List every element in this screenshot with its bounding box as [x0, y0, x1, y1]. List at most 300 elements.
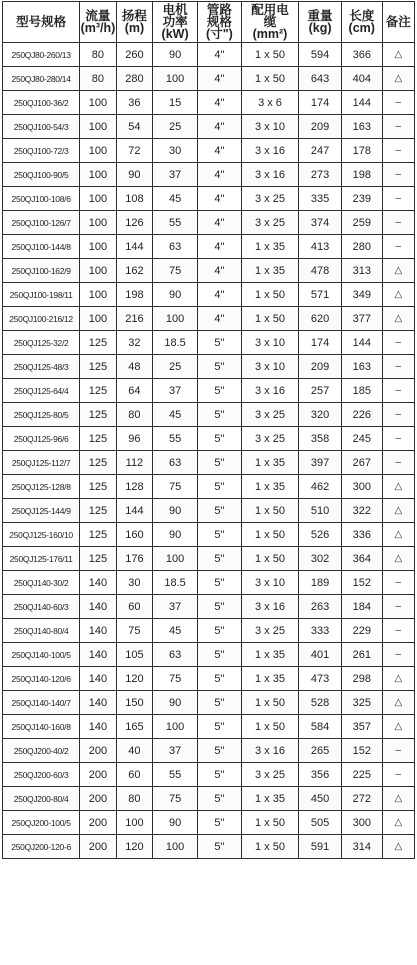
- cell-length: 184: [341, 595, 382, 619]
- cell-length: 259: [341, 211, 382, 235]
- cell-length: 349: [341, 283, 382, 307]
- cell-head: 120: [116, 667, 153, 691]
- cell-head: 90: [116, 163, 153, 187]
- cell-pipe: 5": [198, 643, 242, 667]
- cell-note: –: [382, 451, 414, 475]
- table-row: [3, 619, 415, 643]
- table-row: [3, 523, 415, 547]
- cell-power: 25: [153, 355, 198, 379]
- table-row: [3, 355, 415, 379]
- cell-length: 245: [341, 427, 382, 451]
- cell-head: 108: [116, 187, 153, 211]
- cell-head: 64: [116, 379, 153, 403]
- cell-note: △: [382, 691, 414, 715]
- cell-head: 128: [116, 475, 153, 499]
- cell-cable: 3 x 10: [241, 571, 298, 595]
- cell-head: 40: [116, 739, 153, 763]
- cell-weight: 209: [299, 115, 342, 139]
- table-row: [3, 187, 415, 211]
- cell-length: 298: [341, 667, 382, 691]
- table-row: [3, 835, 415, 859]
- cell-cable: 3 x 16: [241, 139, 298, 163]
- cell-cable: 1 x 50: [241, 43, 298, 67]
- cell-pipe: 5": [198, 835, 242, 859]
- cell-cable: 1 x 35: [241, 787, 298, 811]
- column-header-line: 功率: [162, 15, 188, 29]
- cell-cable: 1 x 35: [241, 451, 298, 475]
- cell-model: 250QJ100-216/12: [3, 307, 80, 331]
- cell-weight: 263: [299, 595, 342, 619]
- cell-weight: 356: [299, 763, 342, 787]
- table-row: [3, 595, 415, 619]
- table-row: [3, 811, 415, 835]
- cell-power: 90: [153, 499, 198, 523]
- cell-weight: 594: [299, 43, 342, 67]
- cell-head: 280: [116, 67, 153, 91]
- cell-flow: 140: [80, 643, 117, 667]
- cell-power: 37: [153, 595, 198, 619]
- cell-pipe: 5": [198, 451, 242, 475]
- cell-power: 55: [153, 427, 198, 451]
- cell-pipe: 4": [198, 187, 242, 211]
- cell-weight: 374: [299, 211, 342, 235]
- cell-note: –: [382, 427, 414, 451]
- cell-length: 229: [341, 619, 382, 643]
- cell-note: △: [382, 67, 414, 91]
- cell-model: 250QJ125-64/4: [3, 379, 80, 403]
- cell-weight: 528: [299, 691, 342, 715]
- column-header-line: 重量: [307, 9, 333, 23]
- pump-spec-table: [2, 1, 415, 859]
- cell-length: 144: [341, 331, 382, 355]
- table-row: [3, 427, 415, 451]
- cell-weight: 505: [299, 811, 342, 835]
- cell-model: 250QJ100-36/2: [3, 91, 80, 115]
- cell-note: △: [382, 811, 414, 835]
- cell-length: 364: [341, 547, 382, 571]
- cell-pipe: 5": [198, 355, 242, 379]
- cell-head: 32: [116, 331, 153, 355]
- cell-pipe: 4": [198, 91, 242, 115]
- cell-weight: 302: [299, 547, 342, 571]
- cell-flow: 140: [80, 619, 117, 643]
- table-row: [3, 547, 415, 571]
- cell-model: 250QJ125-96/6: [3, 427, 80, 451]
- cell-cable: 3 x 25: [241, 211, 298, 235]
- cell-weight: 333: [299, 619, 342, 643]
- cell-model: 250QJ140-80/4: [3, 619, 80, 643]
- column-header-head: [116, 2, 153, 43]
- cell-model: 250QJ140-120/6: [3, 667, 80, 691]
- cell-flow: 200: [80, 835, 117, 859]
- cell-head: 100: [116, 811, 153, 835]
- cell-note: –: [382, 739, 414, 763]
- cell-cable: 3 x 25: [241, 403, 298, 427]
- cell-weight: 478: [299, 259, 342, 283]
- cell-cable: 3 x 25: [241, 427, 298, 451]
- cell-weight: 462: [299, 475, 342, 499]
- table-row: [3, 259, 415, 283]
- cell-flow: 125: [80, 331, 117, 355]
- cell-cable: 1 x 50: [241, 499, 298, 523]
- cell-note: –: [382, 595, 414, 619]
- cell-model: 250QJ100-54/3: [3, 115, 80, 139]
- cell-model: 250QJ100-108/6: [3, 187, 80, 211]
- cell-length: 336: [341, 523, 382, 547]
- column-header-line: 长度: [349, 9, 375, 23]
- cell-length: 325: [341, 691, 382, 715]
- cell-pipe: 5": [198, 619, 242, 643]
- column-header-pipe: [198, 2, 242, 43]
- cell-cable: 1 x 50: [241, 67, 298, 91]
- table-row: [3, 739, 415, 763]
- cell-cable: 3 x 10: [241, 115, 298, 139]
- cell-model: 250QJ100-72/3: [3, 139, 80, 163]
- cell-length: 272: [341, 787, 382, 811]
- column-header-line: (m): [124, 21, 145, 35]
- cell-pipe: 5": [198, 403, 242, 427]
- cell-head: 120: [116, 835, 153, 859]
- cell-note: △: [382, 307, 414, 331]
- cell-model: 250QJ125-48/3: [3, 355, 80, 379]
- cell-power: 100: [153, 835, 198, 859]
- cell-power: 100: [153, 67, 198, 91]
- cell-head: 48: [116, 355, 153, 379]
- cell-note: –: [382, 139, 414, 163]
- cell-flow: 125: [80, 355, 117, 379]
- cell-flow: 100: [80, 91, 117, 115]
- cell-weight: 335: [299, 187, 342, 211]
- cell-note: △: [382, 787, 414, 811]
- cell-head: 36: [116, 91, 153, 115]
- column-header-model: [3, 2, 80, 43]
- cell-weight: 174: [299, 91, 342, 115]
- table-row: [3, 67, 415, 91]
- column-header-line: 备注: [385, 15, 411, 29]
- cell-power: 90: [153, 523, 198, 547]
- cell-weight: 571: [299, 283, 342, 307]
- cell-length: 178: [341, 139, 382, 163]
- cell-flow: 200: [80, 811, 117, 835]
- cell-note: –: [382, 571, 414, 595]
- table-row: [3, 643, 415, 667]
- cell-weight: 591: [299, 835, 342, 859]
- cell-weight: 450: [299, 787, 342, 811]
- cell-weight: 189: [299, 571, 342, 595]
- cell-power: 90: [153, 691, 198, 715]
- cell-model: 250QJ140-140/7: [3, 691, 80, 715]
- cell-length: 267: [341, 451, 382, 475]
- cell-note: –: [382, 643, 414, 667]
- table-row: [3, 403, 415, 427]
- cell-cable: 1 x 35: [241, 667, 298, 691]
- cell-model: 250QJ200-60/3: [3, 763, 80, 787]
- cell-cable: 3 x 25: [241, 763, 298, 787]
- cell-note: –: [382, 619, 414, 643]
- cell-pipe: 5": [198, 787, 242, 811]
- cell-pipe: 5": [198, 475, 242, 499]
- cell-head: 144: [116, 235, 153, 259]
- cell-note: –: [382, 187, 414, 211]
- cell-head: 60: [116, 595, 153, 619]
- cell-power: 37: [153, 163, 198, 187]
- cell-pipe: 5": [198, 547, 242, 571]
- cell-model: 250QJ100-126/7: [3, 211, 80, 235]
- cell-pipe: 5": [198, 667, 242, 691]
- cell-note: –: [382, 211, 414, 235]
- cell-note: △: [382, 667, 414, 691]
- cell-cable: 1 x 50: [241, 547, 298, 571]
- cell-head: 112: [116, 451, 153, 475]
- cell-model: 250QJ140-30/2: [3, 571, 80, 595]
- column-header-line: 电机: [162, 3, 188, 17]
- column-header-line: (kg): [308, 21, 332, 35]
- cell-power: 100: [153, 307, 198, 331]
- cell-flow: 140: [80, 571, 117, 595]
- cell-length: 163: [341, 355, 382, 379]
- cell-note: –: [382, 91, 414, 115]
- cell-length: 404: [341, 67, 382, 91]
- cell-length: 366: [341, 43, 382, 67]
- cell-weight: 397: [299, 451, 342, 475]
- cell-note: –: [382, 163, 414, 187]
- cell-length: 185: [341, 379, 382, 403]
- cell-weight: 265: [299, 739, 342, 763]
- table-row: [3, 499, 415, 523]
- cell-note: △: [382, 523, 414, 547]
- table-header: [3, 2, 415, 43]
- cell-flow: 125: [80, 379, 117, 403]
- cell-model: 250QJ125-80/5: [3, 403, 80, 427]
- cell-flow: 100: [80, 283, 117, 307]
- cell-model: 250QJ140-100/5: [3, 643, 80, 667]
- cell-pipe: 5": [198, 739, 242, 763]
- cell-model: 250QJ125-32/2: [3, 331, 80, 355]
- cell-weight: 413: [299, 235, 342, 259]
- cell-note: △: [382, 43, 414, 67]
- cell-pipe: 4": [198, 259, 242, 283]
- header-row: [3, 2, 415, 43]
- cell-length: 377: [341, 307, 382, 331]
- cell-note: –: [382, 115, 414, 139]
- cell-pipe: 4": [198, 67, 242, 91]
- cell-flow: 200: [80, 763, 117, 787]
- cell-flow: 100: [80, 259, 117, 283]
- column-header-line: 管路: [206, 3, 232, 17]
- cell-length: 198: [341, 163, 382, 187]
- cell-head: 198: [116, 283, 153, 307]
- cell-flow: 140: [80, 715, 117, 739]
- cell-note: –: [382, 763, 414, 787]
- cell-note: △: [382, 547, 414, 571]
- cell-weight: 510: [299, 499, 342, 523]
- cell-length: 314: [341, 835, 382, 859]
- cell-pipe: 5": [198, 523, 242, 547]
- table-row: [3, 571, 415, 595]
- cell-length: 322: [341, 499, 382, 523]
- cell-head: 30: [116, 571, 153, 595]
- table-row: [3, 163, 415, 187]
- table-row: [3, 691, 415, 715]
- column-header-weight: [299, 2, 342, 43]
- cell-cable: 3 x 25: [241, 619, 298, 643]
- cell-power: 75: [153, 259, 198, 283]
- cell-model: 250QJ100-90/5: [3, 163, 80, 187]
- table-row: [3, 331, 415, 355]
- cell-model: 250QJ125-128/8: [3, 475, 80, 499]
- cell-weight: 643: [299, 67, 342, 91]
- cell-head: 176: [116, 547, 153, 571]
- column-header-length: [341, 2, 382, 43]
- cell-length: 144: [341, 91, 382, 115]
- cell-weight: 358: [299, 427, 342, 451]
- cell-model: 250QJ125-176/11: [3, 547, 80, 571]
- table-row: [3, 763, 415, 787]
- cell-cable: 1 x 50: [241, 691, 298, 715]
- cell-pipe: 5": [198, 331, 242, 355]
- cell-pipe: 5": [198, 379, 242, 403]
- cell-model: 250QJ140-160/8: [3, 715, 80, 739]
- cell-cable: 1 x 50: [241, 835, 298, 859]
- cell-weight: 247: [299, 139, 342, 163]
- cell-weight: 257: [299, 379, 342, 403]
- cell-power: 100: [153, 715, 198, 739]
- table-row: [3, 139, 415, 163]
- cell-length: 152: [341, 739, 382, 763]
- cell-weight: 174: [299, 331, 342, 355]
- cell-pipe: 4": [198, 307, 242, 331]
- cell-head: 60: [116, 763, 153, 787]
- cell-note: △: [382, 283, 414, 307]
- cell-flow: 200: [80, 787, 117, 811]
- cell-flow: 125: [80, 427, 117, 451]
- cell-weight: 473: [299, 667, 342, 691]
- cell-flow: 140: [80, 667, 117, 691]
- cell-pipe: 4": [198, 115, 242, 139]
- cell-model: 250QJ125-144/9: [3, 499, 80, 523]
- column-header-cable: [241, 2, 298, 43]
- cell-flow: 125: [80, 547, 117, 571]
- cell-flow: 200: [80, 739, 117, 763]
- cell-cable: 3 x 16: [241, 595, 298, 619]
- cell-note: –: [382, 355, 414, 379]
- cell-power: 55: [153, 763, 198, 787]
- cell-pipe: 4": [198, 235, 242, 259]
- column-header-line: 流量: [85, 9, 111, 23]
- cell-length: 313: [341, 259, 382, 283]
- cell-model: 250QJ200-100/5: [3, 811, 80, 835]
- cell-power: 37: [153, 379, 198, 403]
- cell-note: △: [382, 499, 414, 523]
- cell-pipe: 5": [198, 571, 242, 595]
- table-row: [3, 475, 415, 499]
- cell-flow: 100: [80, 115, 117, 139]
- cell-power: 75: [153, 787, 198, 811]
- cell-weight: 209: [299, 355, 342, 379]
- column-header-line: 缆: [263, 15, 277, 29]
- cell-head: 165: [116, 715, 153, 739]
- cell-length: 225: [341, 763, 382, 787]
- cell-power: 63: [153, 451, 198, 475]
- cell-flow: 80: [80, 43, 117, 67]
- cell-head: 260: [116, 43, 153, 67]
- cell-model: 250QJ200-40/2: [3, 739, 80, 763]
- cell-model: 250QJ100-198/11: [3, 283, 80, 307]
- cell-head: 80: [116, 787, 153, 811]
- cell-cable: 3 x 16: [241, 739, 298, 763]
- cell-power: 75: [153, 667, 198, 691]
- cell-flow: 100: [80, 187, 117, 211]
- cell-weight: 526: [299, 523, 342, 547]
- cell-head: 144: [116, 499, 153, 523]
- cell-pipe: 4": [198, 163, 242, 187]
- column-header-line: 规格: [206, 15, 232, 29]
- table-row: [3, 211, 415, 235]
- table-row: [3, 283, 415, 307]
- cell-weight: 320: [299, 403, 342, 427]
- cell-flow: 125: [80, 475, 117, 499]
- cell-note: –: [382, 331, 414, 355]
- cell-power: 18.5: [153, 331, 198, 355]
- column-header-line: (寸"): [206, 27, 233, 41]
- cell-head: 96: [116, 427, 153, 451]
- cell-model: 250QJ200-120-6: [3, 835, 80, 859]
- cell-length: 163: [341, 115, 382, 139]
- cell-flow: 125: [80, 403, 117, 427]
- cell-power: 100: [153, 547, 198, 571]
- cell-head: 75: [116, 619, 153, 643]
- cell-cable: 1 x 50: [241, 523, 298, 547]
- cell-flow: 100: [80, 163, 117, 187]
- cell-note: –: [382, 379, 414, 403]
- cell-length: 261: [341, 643, 382, 667]
- cell-note: –: [382, 403, 414, 427]
- table-row: [3, 115, 415, 139]
- cell-model: 250QJ125-160/10: [3, 523, 80, 547]
- cell-cable: 1 x 35: [241, 475, 298, 499]
- cell-power: 90: [153, 283, 198, 307]
- table-row: [3, 307, 415, 331]
- cell-flow: 100: [80, 235, 117, 259]
- column-header-note: [382, 2, 414, 43]
- cell-model: 250QJ100-162/9: [3, 259, 80, 283]
- cell-flow: 140: [80, 691, 117, 715]
- cell-length: 300: [341, 475, 382, 499]
- cell-power: 15: [153, 91, 198, 115]
- column-header-line: (kW): [161, 27, 189, 41]
- cell-flow: 100: [80, 211, 117, 235]
- cell-power: 63: [153, 235, 198, 259]
- cell-pipe: 4": [198, 139, 242, 163]
- cell-pipe: 4": [198, 211, 242, 235]
- cell-flow: 140: [80, 595, 117, 619]
- column-header-line: 型号规格: [16, 15, 67, 29]
- cell-cable: 1 x 35: [241, 643, 298, 667]
- cell-model: 250QJ100-144/8: [3, 235, 80, 259]
- cell-cable: 3 x 6: [241, 91, 298, 115]
- cell-pipe: 4": [198, 283, 242, 307]
- column-header-line: 扬程: [121, 9, 147, 23]
- cell-length: 300: [341, 811, 382, 835]
- cell-pipe: 5": [198, 499, 242, 523]
- cell-model: 250QJ80-280/14: [3, 67, 80, 91]
- cell-pipe: 5": [198, 691, 242, 715]
- table-row: [3, 451, 415, 475]
- cell-cable: 3 x 16: [241, 379, 298, 403]
- cell-cable: 1 x 50: [241, 283, 298, 307]
- cell-power: 25: [153, 115, 198, 139]
- cell-flow: 100: [80, 139, 117, 163]
